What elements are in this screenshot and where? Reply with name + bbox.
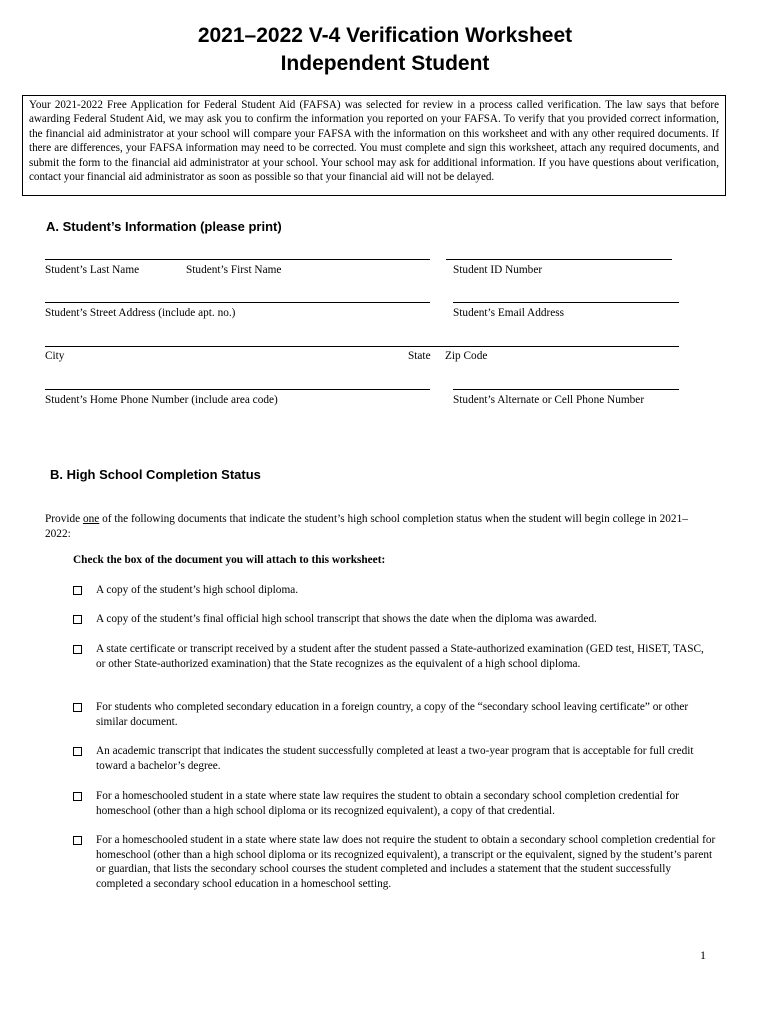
option-4-text: For students who completed secondary education in a foreign country, a copy of the “secondary school leaving certificate” or other similar document. [96,701,689,728]
email-field[interactable] [453,302,679,303]
option-6-checkbox[interactable] [73,792,82,801]
intro-notice: Your 2021-2022 Free Application for Federal Student Aid (FAFSA) was selected for review in a process called verification. The law says that before awarding Federal Student Aid, we may ask you to confirm the information you reported on your FAFSA. To verify that you provided correct information, the financial aid administrator at your school will compare your FAFSA with the information on this worksheet and with any other required documents. If there are differences, your FAFSA information may need to be corrected. You must complete and sign this worksheet, attach any required documents, and submit the form to the financial aid administrator at your school. Your school may ask for additional information. If you have questions about verification, contact your financial aid administrator as soon as possible so that your financial aid will not be delayed. [22,95,726,196]
option-2-text: A copy of the student’s final official high school transcript that shows the date when the diploma was awarded. [96,613,597,625]
section-a-heading: A. Student’s Information (please print) [46,219,282,234]
home-phone-label: Student’s Home Phone Number (include area code) [45,394,278,406]
option-5-checkbox[interactable] [73,747,82,756]
emphasis-one: one [82,513,100,525]
street-address-label: Student’s Street Address (include apt. no.) [45,307,236,319]
worksheet-title: 2021–2022 V-4 Verification Worksheet [197,24,573,47]
city-label: City [45,350,65,362]
zip-label: Zip Code [445,350,488,362]
option-3-text: A state certificate or transcript received by a student after the student passed a State-authorized examination (GED test, HiSET, TASC, or other State-authorized examination) that the State recognizes as the equivalent of a high school diploma. [96,643,704,670]
option-5-text: An academic transcript that indicates the student successfully completed at least a two-year program that is acceptable for full credit toward a bachelor’s degree. [96,745,694,772]
option-3-checkbox[interactable] [73,645,82,654]
last-name-label: Student’s Last Name [45,264,140,276]
option-6-text: For a homeschooled student in a state where state law requires the student to obtain a secondary school completion credential for homeschool (other than a high school diploma or its recognized equivalent), a copy of that credential. [96,790,679,817]
city-state-zip-field[interactable] [45,346,679,347]
last-first-name-field[interactable] [45,259,430,260]
section-b-instructions: Provide one of the following documents that indicate the student’s high school completion status when the student will begin college in 2021–2022: [45,513,688,540]
option-7-text: For a homeschooled student in a state where state law does not require the student to obtain a secondary school completion credential for homeschool (other than a high school diploma or its recognized equivalent), a transcript or the equivalent, signed by the student’s parent or guardian, that lists the secondary school courses the student completed and includes a statement that the student successfully completed a secondary school education in a homeschool setting. [96,834,716,890]
email-label: Student’s Email Address [453,307,565,319]
street-address-field[interactable] [45,302,430,303]
student-id-label: Student ID Number [453,264,543,276]
option-7-checkbox[interactable] [73,836,82,845]
alt-phone-field[interactable] [453,389,679,390]
worksheet-subtitle: Independent Student [280,52,490,75]
option-2-checkbox[interactable] [73,615,82,624]
page-number: 1 [700,948,706,962]
first-name-label: Student’s First Name [186,264,282,276]
option-4-checkbox[interactable] [73,703,82,712]
alt-phone-label: Student’s Alternate or Cell Phone Number [453,394,645,406]
check-instruction: Check the box of the document you will attach to this worksheet: [73,554,386,566]
option-1-checkbox[interactable] [73,586,82,595]
home-phone-field[interactable] [45,389,430,390]
section-b-heading: B. High School Completion Status [50,467,261,482]
option-1-text: A copy of the student’s high school diploma. [96,584,299,596]
state-label: State [408,350,431,362]
student-id-field[interactable] [446,259,672,260]
